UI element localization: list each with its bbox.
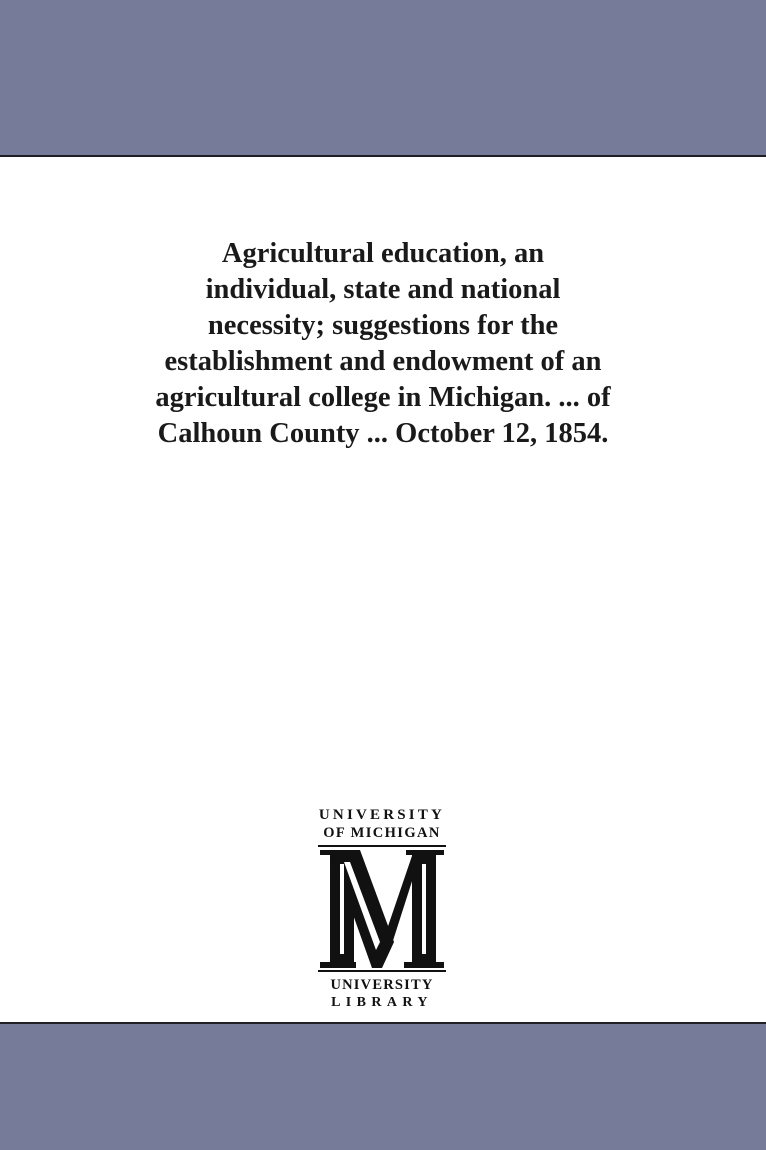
book-title	[60, 236, 706, 452]
title-line-3: necessity; suggestions for the	[207, 310, 559, 341]
title-line-5: agricultural college in Michigan. ... of	[155, 382, 611, 413]
block-m-icon	[320, 850, 444, 968]
title-line-4: establishment and endowment of an	[164, 346, 602, 377]
bottom-color-band	[0, 1022, 766, 1150]
logo-divider-bottom	[318, 970, 446, 972]
title-line-6: Calhoun County ... October 12, 1854.	[157, 418, 609, 449]
title-line-1: Agricultural education, an	[221, 238, 545, 269]
logo-text-university: UNIVERSITY	[318, 807, 446, 823]
logo-divider-top	[318, 845, 446, 847]
top-color-band	[0, 0, 766, 157]
logo-text-library: LIBRARY	[331, 995, 433, 1010]
logo-text-university-2: UNIVERSITY	[330, 977, 434, 993]
logo-text-of-michigan: OF MICHIGAN	[323, 825, 441, 841]
title-line-2: individual, state and national	[205, 274, 561, 305]
university-of-michigan-library-logo	[314, 806, 450, 1014]
